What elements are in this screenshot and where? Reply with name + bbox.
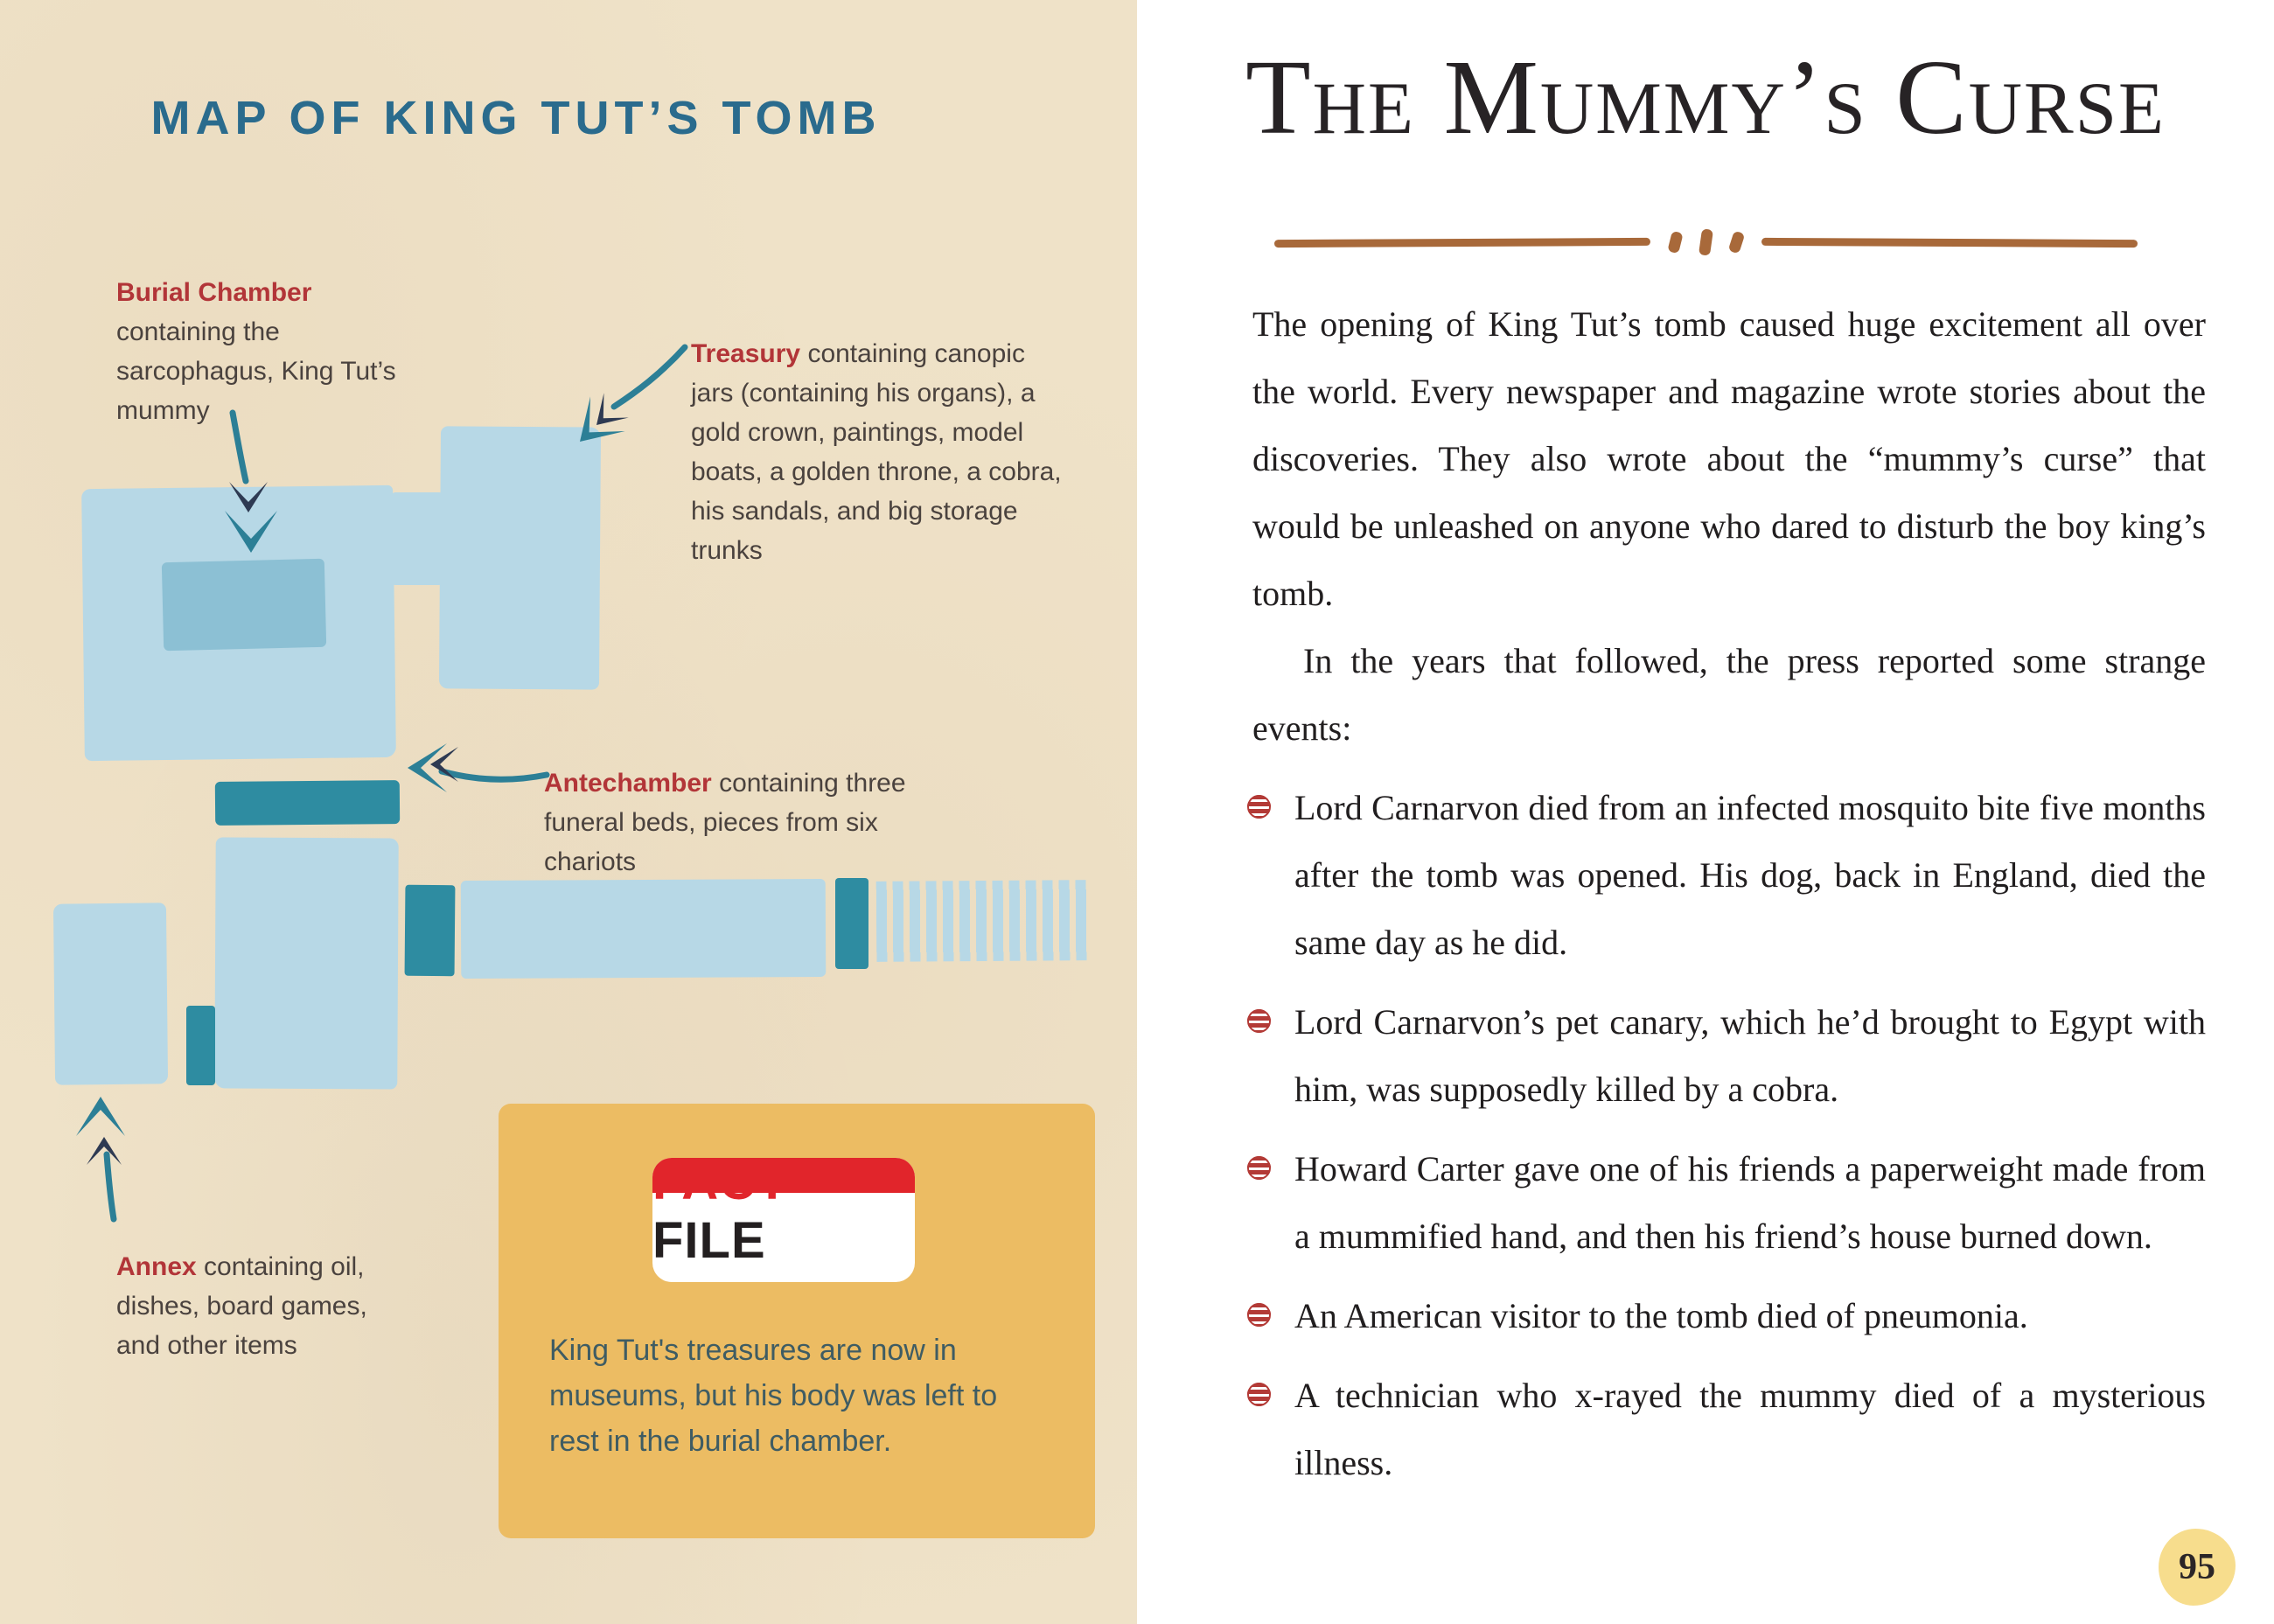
map-title: MAP OF KING TUT’S TOMB [150,92,882,144]
arrow-up-icon [76,1097,125,1219]
burial-door [215,780,400,826]
list-item [1252,774,2206,976]
antechamber-term: Antechamber [544,769,712,798]
fact-file-badge-bar [652,1158,915,1193]
burial-chamber-term: Burial Chamber [116,278,312,307]
page-number: 95 [2179,1547,2215,1587]
page-number-badge [2159,1529,2236,1606]
list-item-text: Lord Carnarvon’s pet canary, which he’d brought to Egypt with him, was supposedly killed by a cobra. [1294,1002,2206,1109]
treasury-room [439,426,601,689]
list-item [1252,1362,2206,1496]
list-item [1252,988,2206,1123]
right-page [1137,0,2274,1624]
list-item-text: A technician who x-rayed the mummy died of a mysterious illness. [1294,1376,2206,1482]
divider-mark [1727,231,1745,254]
bullet-icon [1247,1009,1271,1033]
annex-room [53,903,168,1084]
curse-events-list [1252,774,2206,1496]
annex-label [116,1247,379,1365]
burial-chamber-desc: containing the sarcophagus, King Tut’s mummy [116,317,396,425]
antechamber-room [214,837,398,1089]
fact-file-box [499,1104,1095,1538]
title-divider [1268,229,2143,255]
list-item-text: Howard Carter gave one of his friends a paperweight made from a mummified hand, and then his friend’s house burned down. [1294,1149,2206,1256]
paragraph: The opening of King Tut’s tomb caused huge excitement all over the world. Every newspaper and magazine wrote stories about the discoveries. They also wrote about the “mummy’s curse” that would be unleashed on anyone who dared to disturb the boy king’s tomb. [1252,304,2206,613]
annex-desc: containing oil, dishes, board games, and other items [116,1252,367,1360]
divider-line-left [1273,237,1650,247]
treasury-desc: containing canopic jars (containing his organs), a gold crown, paintings, model boats, a golden throne, a cobra, his sandals, and big storage trunks [691,339,1062,565]
divider-mark [1667,231,1683,254]
bullet-icon [1247,1156,1271,1180]
annex-term: Annex [116,1252,197,1281]
annex-door [186,1006,215,1085]
file-word: FILE [652,1212,766,1269]
list-item-text: Lord Carnarvon died from an infected mosquito bite five months after the tomb was opened. His dog, back in England, died the same day as he did. [1294,788,2206,962]
entrance-stairs [876,880,1091,962]
burial-chamber-label [116,273,396,430]
burial-treasury-passage [392,492,443,585]
corridor-door-outer [835,878,868,969]
chapter-title: The Mummy’s Curse [1245,38,2166,157]
list-item [1252,1135,2206,1270]
divider-mark [1698,228,1712,256]
antechamber-desc: containing three funeral beds, pieces from six chariots [544,769,906,876]
fact-file-badge [652,1158,915,1282]
corridor-door-inner [405,885,456,976]
list-item [1252,1282,2206,1349]
antechamber-label [544,763,931,882]
corridor [461,879,827,979]
treasury-term: Treasury [691,339,801,368]
arrow-left-icon [408,743,547,792]
fact-file-text: King Tut's treasures are now in museums, but his body was left to rest in the burial chamber. [549,1334,998,1458]
bullet-icon [1247,1303,1271,1327]
paragraph: In the years that followed, the press reported some strange events: [1252,641,2206,748]
list-item-text: An American visitor to the tomb died of pneumonia. [1294,1296,2028,1335]
bullet-icon [1247,795,1271,819]
sarcophagus-shape [162,559,326,652]
divider-line-right [1761,237,2137,247]
chapter-body [1252,290,2206,1496]
treasury-label [691,334,1072,570]
bullet-icon [1247,1383,1271,1406]
